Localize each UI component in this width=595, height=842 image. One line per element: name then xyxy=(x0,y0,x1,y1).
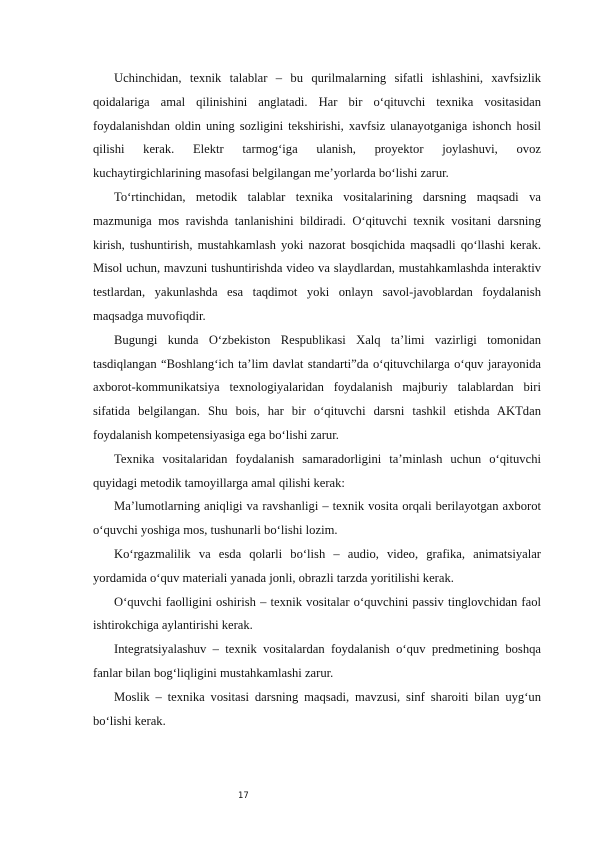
paragraph-korgazmalilik: Ko‘rgazmalilik va esda qolarli bo‘lish – audio, video, grafika, animatsiyalar yordamida o‘quv materiali yanada jonli, obrazli tarzda yoritilishi kerak. xyxy=(93,546,541,585)
paragraph-metodik-talablar: To‘rtinchidan, metodik talablar texnika vositalarining darsning maqsadi va mazmuniga mos ravishda tanlanishini bildiradi. O‘qituvchi texnik vositani darsning kirish, tushuntirish, mustahkamlash yoki nazorat bosqichida maqsadli qo‘llashi kerak. Misol uchun, mavzuni tushuntirishda video va slaydlardan, mustahkamlashda interaktiv testlardan, yakunlashda esa taqdimot yoki onlayn savol-javoblardan foydalanish maqsadga muvofiqdir. xyxy=(93,189,541,323)
paragraph-davlat-standarti: Bugungi kunda O‘zbekiston Respublikasi Xalq ta’limi vazirligi tomonidan tasdiqlangan “Boshlang‘ich ta’lim davlat standarti”da o‘qituvchilarga o‘quv jarayonida axborot-kommunikatsiya texnologiyalaridan foydalanish majburiy talablardan biri sifatida belgilangan. Shu bois, har bir o‘qituvchi darsni tashkil etishda AKTdan foydalanish kompetensiyasiga ega bo‘lishi zarur. xyxy=(93,332,541,442)
document-body xyxy=(93,67,541,733)
page-number: 17 xyxy=(238,791,249,801)
paragraph-integratsiyalashuv: Integratsiyalashuv – texnik vositalardan foydalanish o‘quv predmetining boshqa fanlar bilan bog‘liqligini mustahkamlashi zarur. xyxy=(93,642,541,680)
paragraph-metodik-tamoyillar-intro: Texnika vositalaridan foydalanish samaradorligini ta’minlash uchun o‘qituvchi quyidagi metodik tamoyillarga amal qilishi kerak: xyxy=(93,451,541,490)
paragraph-texnik-talablar: Uchinchidan, texnik talablar – bu qurilmalarning sifatli ishlashini, xavfsizlik qoidalariga amal qilinishini anglatadi. Har bir o‘qituvchi texnika vositasidan foydalanishdan oldin uning sozligini tekshirishi, xavfsiz ulanayotganiga ishonch hosil qilishi kerak. Elektr tarmog‘iga ulanish, proyektor joylashuvi, ovoz kuchaytirgichlarining masofasi belgilangan me’yorlarda bo‘lishi zarur. xyxy=(93,71,541,181)
paragraph-aniqlik-ravshanlik: Ma’lumotlarning aniqligi va ravshanligi – texnik vosita orqali berilayotgan axborot o‘quvchi yoshiga mos, tushunarli bo‘lishi lozim. xyxy=(93,499,541,538)
paragraph-moslik: Moslik – texnika vositasi darsning maqsadi, mavzusi, sinf sharoiti bilan uyg‘un bo‘lishi kerak. xyxy=(93,689,541,728)
paragraph-oquvchi-faolligi: O‘quvchi faolligini oshirish – texnik vositalar o‘quvchini passiv tinglovchidan faol ishtirokchiga aylantirishi kerak. xyxy=(93,594,541,633)
